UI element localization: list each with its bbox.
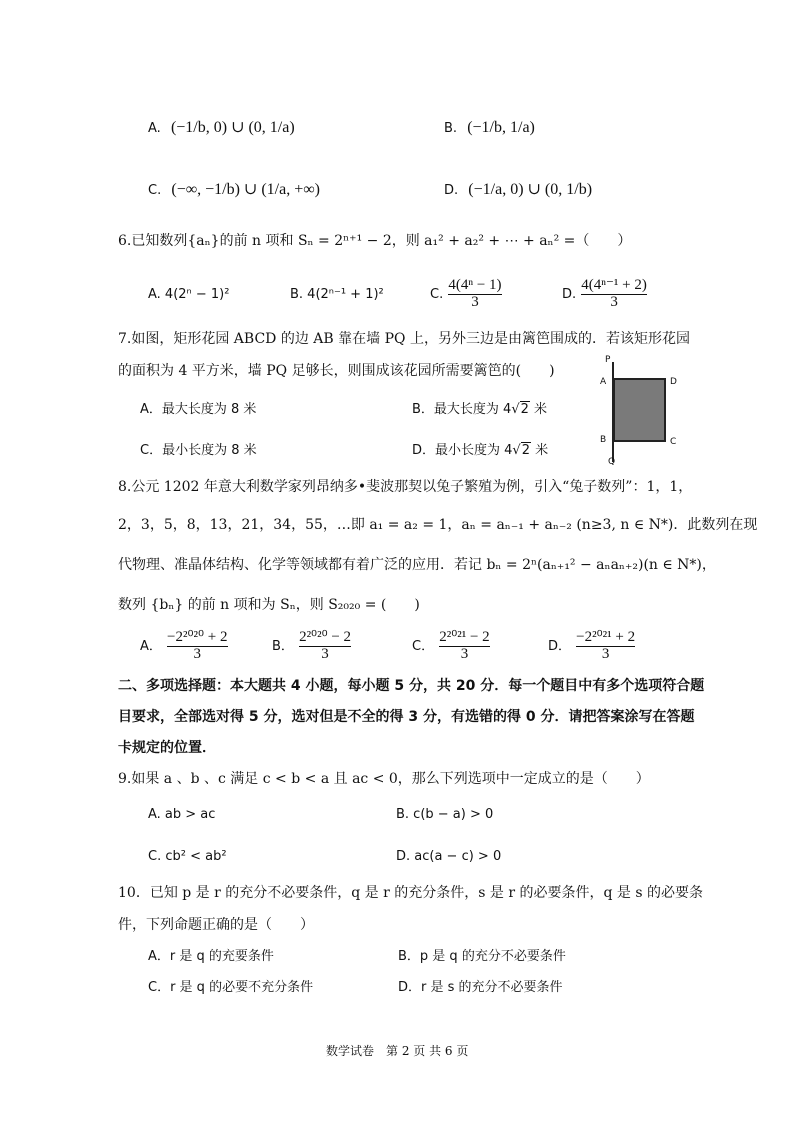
q6-option-d [562,278,648,311]
section2-heading-line1: 二、多项选择题：本大题共 4 小题，每小题 5 分，共 20 分．每一个题目中有多个选项符合题 [118,678,705,694]
q7-option-b-prefix: B．最大长度为 4 [412,402,512,417]
q6-option-d-numerator: 4(4ⁿ⁻¹ + 2) [581,277,647,293]
q6-option-d-denominator: 3 [581,294,647,311]
q6-option-c-fraction [448,278,501,311]
q5-option-a-math: (−1/b, 0) ∪ (0, 1/a) [170,119,295,136]
q10-option-c: C．r 是 q 的必要不充分条件 [148,980,314,995]
q7-option-d-prefix: D．最小长度为 4 [412,443,513,458]
q7-stem-line2: 的面积为 4 平方米，墙 PQ 足够长，则围成该花园所需要篱笆的( ) [118,363,555,379]
q6-option-c-denominator: 3 [448,294,501,311]
q8-option-a-fraction [167,630,227,663]
q6-option-c [430,278,503,311]
q8-option-d-fraction [576,630,635,663]
fig-label-a: A [600,377,607,387]
q8-stem-line2: 2，3，5，8，13，21，34，55，…即 a₁ = a₂ = 1，aₙ = aₙ₋₁ + aₙ₋₂ (n≥3, n ∈ N*)．此数列在现 [118,517,758,533]
q8-option-b-label: B． [272,638,294,654]
q6-option-d-fraction [581,278,647,311]
q8-option-d-numerator: −2²⁰²¹ + 2 [576,629,636,645]
q8-option-c-fraction [439,630,489,663]
q7-figure [598,356,682,468]
q9-option-d: D. ac(a − c) > 0 [396,849,502,864]
q7-option-d [412,444,548,457]
q8-option-d-denominator: 3 [576,646,635,663]
q8-option-b [272,630,352,663]
q5-option-a [148,120,295,136]
q6-option-b: B. 4(2ⁿ⁻¹ + 1)² [290,287,384,302]
q5-option-d-math: (−1/a, 0) ∪ (0, 1/b) [468,181,593,198]
q7-option-d-radicand: 2 [521,443,530,458]
page-footer: 数学试卷 第 2 页 共 6 页 [326,1044,469,1058]
q6-option-c-label: C. [430,286,444,302]
q8-option-c-label: C． [412,638,435,654]
q5-option-b-math: (−1/b, 1/a) [467,119,535,136]
q8-option-a-numerator: −2²⁰²⁰ + 2 [167,629,228,645]
q5-option-b [444,120,535,136]
q8-option-b-denominator: 3 [299,646,351,663]
q8-option-c-numerator: 2²⁰²¹ − 2 [439,629,490,645]
q5-option-b-label: B. [444,121,458,136]
q7-stem-line1: 7.如图，矩形花园 ABCD 的边 AB 靠在墙 PQ 上，另外三边是由篱笆围成的．若该矩形花园 [118,331,690,347]
fig-label-c: C [670,437,677,447]
q7-option-b-radicand: 2 [520,402,529,417]
sqrt-icon: √ [511,402,520,417]
q6-option-d-label: D. [562,286,577,302]
fig-label-q: Q [608,457,616,467]
q8-option-b-numerator: 2²⁰²⁰ − 2 [299,629,352,645]
q8-stem-line1: 8.公元 1202 年意大利数学家列昂纳多•斐波那契以兔子繁殖为例，引入“兔子数列”：1，1， [118,479,693,495]
q5-option-d-label: D. [444,183,459,198]
section2-heading-line3: 卡规定的位置． [118,740,216,756]
q8-option-a-label: A． [140,638,162,654]
q5-option-d [444,182,592,198]
q10-option-a: A．r 是 q 的充要条件 [148,949,274,964]
q9-option-a: A. ab > ac [148,807,216,822]
q7-option-b-suffix: 米 [529,402,548,417]
q8-option-a [140,630,229,663]
q8-option-a-denominator: 3 [167,646,227,663]
q10-option-b: B．p 是 q 的充分不必要条件 [398,949,566,964]
q8-stem-line3: 代物理、准晶体结构、化学等领域都有着广泛的应用．若记 bₙ = 2ⁿ(aₙ₊₁² − aₙaₙ₊₂)(n ∈ N*)， [118,557,716,573]
garden-rectangle [613,378,666,442]
sqrt-icon: √ [512,443,521,458]
q8-option-d-label: D． [548,638,572,654]
section2-heading-line2: 目要求，全部选对得 5 分，选对但是不全的得 3 分，有选错的得 0 分．请把答案涂写在答题 [118,709,695,725]
q8-stem-line4: 数列 {bₙ} 的前 n 项和为 Sₙ，则 S₂₀₂₀ = ( ) [118,597,420,613]
q5-option-c [148,182,320,198]
q8-option-c-denominator: 3 [439,646,489,663]
q7-option-b [412,403,547,416]
q10-option-d: D．r 是 s 的充分不必要条件 [398,980,563,995]
q5-option-a-label: A. [148,121,161,136]
q6-option-a: A. 4(2ⁿ − 1)² [148,287,230,302]
q10-stem-line2: 件，下列命题正确的是（ ） [118,917,314,933]
q6-stem: 6.已知数列{aₙ}的前 n 项和 Sₙ = 2ⁿ⁺¹ − 2，则 a₁² + a₂² + ⋯ + aₙ² =（ ） [118,233,632,249]
q7-option-c: C．最小长度为 8 米 [140,443,257,458]
q8-option-d [548,630,636,663]
q8-option-c [412,630,491,663]
q9-option-c: C. cb² < ab² [148,849,227,864]
q8-option-b-fraction [299,630,351,663]
q7-option-a: A．最大长度为 8 米 [140,402,257,417]
q5-option-c-math: (−∞, −1/b) ∪ (1/a, +∞) [171,181,320,198]
fig-label-d: D [670,377,677,387]
fig-label-p: P [605,355,611,365]
q7-option-d-suffix: 米 [531,443,549,458]
q6-option-c-numerator: 4(4ⁿ − 1) [448,277,502,293]
q9-stem: 9.如果 a 、b 、c 满足 c < b < a 且 ac < 0，那么下列选项中一定成立的是（ ） [118,771,650,787]
fig-label-b: B [600,435,607,445]
q9-option-b: B. c(b − a) > 0 [396,807,494,822]
q5-option-c-label: C. [148,183,162,198]
q10-stem-line1: 10．已知 p 是 r 的充分不必要条件，q 是 r 的充分条件，s 是 r 的必要条件，q 是 s 的必要条 [118,885,703,901]
